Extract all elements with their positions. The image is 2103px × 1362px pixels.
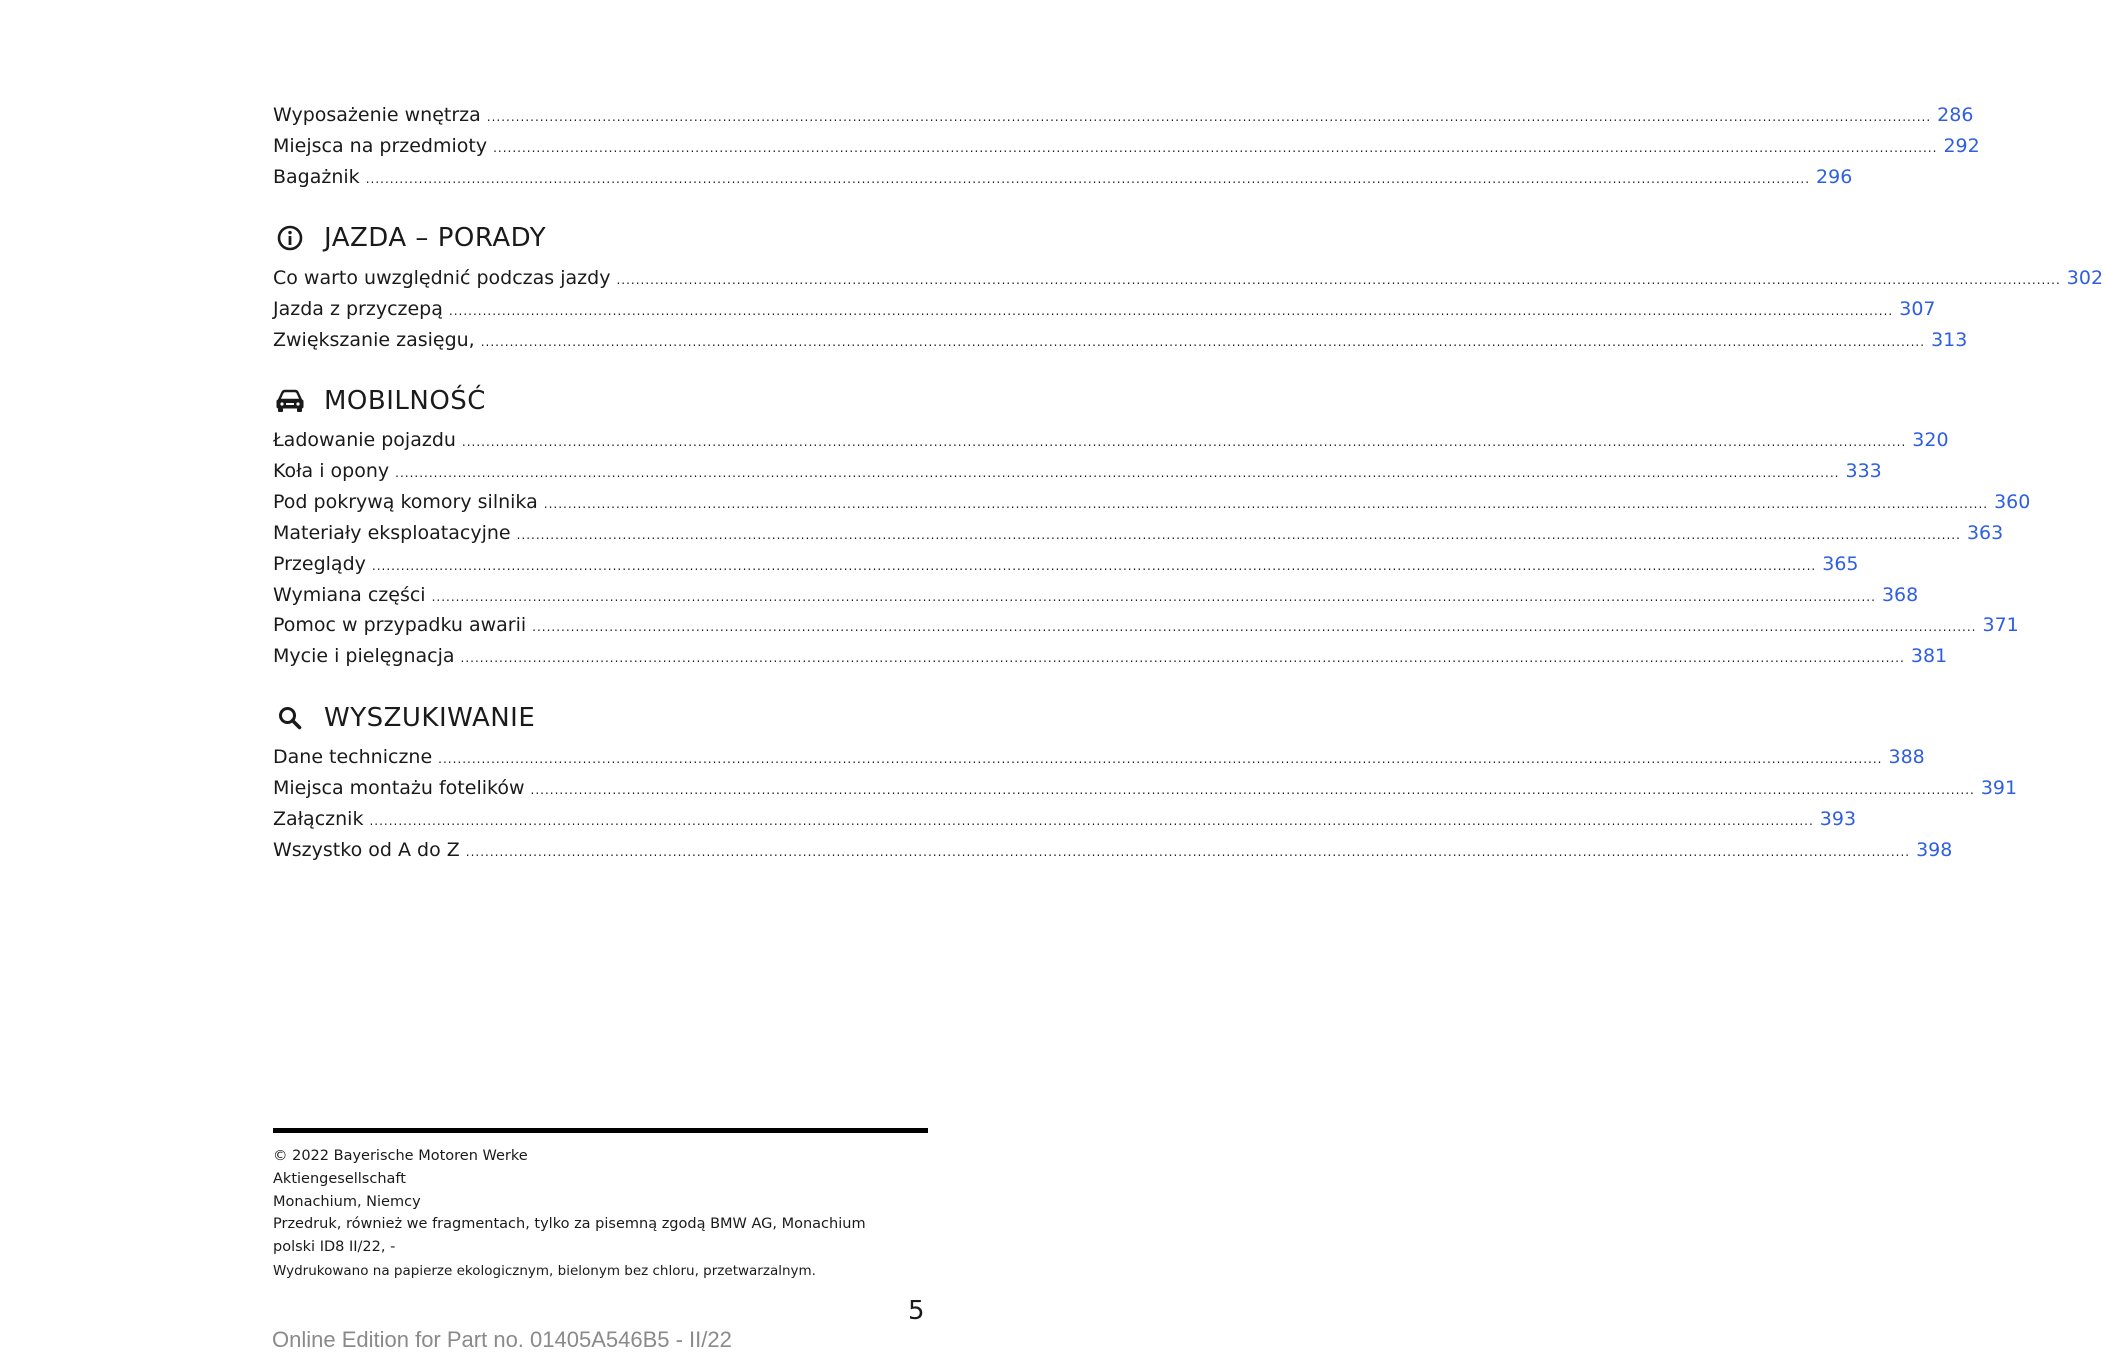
dot-leader: ............................................................................................................................................................................................................................................................................................................ — [543, 497, 1989, 511]
dot-leader: ............................................................................................................................................................................................................................................................................................................ — [461, 435, 1907, 449]
toc-entry-title: Pod pokrywą komory silnika — [273, 491, 538, 513]
toc-entry-title: Pomoc w przypadku awarii — [273, 614, 527, 636]
toc-entry-title: Zwiększanie zasięgu, — [273, 329, 475, 351]
toc-entry-title: Załącznik — [273, 808, 364, 830]
toc-entry-page-link[interactable]: 363 — [1966, 522, 2004, 544]
dot-leader: ............................................................................................................................................................................................................................................................................................................ — [371, 559, 1817, 573]
toc-entry-title: Wszystko od A do Z — [273, 839, 460, 861]
toc-entry-title: Bagażnik — [273, 166, 360, 188]
toc-entry-page-link[interactable]: 365 — [1822, 553, 1859, 575]
toc-entry[interactable] — [273, 133, 1980, 159]
toc-entry[interactable] — [273, 520, 2004, 546]
toc-entry-page-link[interactable]: 371 — [1982, 614, 2019, 636]
toc-entry[interactable] — [273, 806, 1857, 832]
dot-leader: ............................................................................................................................................................................................................................................................................................................ — [448, 304, 1894, 318]
toc-entry-title: Koła i opony — [273, 460, 390, 482]
toc-entry-page-link[interactable]: 393 — [1819, 808, 1857, 830]
dot-leader: ............................................................................................................................................................................................................................................................................................................ — [438, 752, 1883, 766]
dot-leader: ............................................................................................................................................................................................................................................................................................................ — [395, 466, 1840, 480]
toc-entry-page-link[interactable]: 381 — [1910, 645, 1948, 667]
section-header-mobility — [273, 381, 486, 421]
footer-copyright: © 2022 Bayerische Motoren Werke — [273, 1148, 528, 1164]
toc-entry[interactable] — [273, 582, 1919, 608]
toc-entry-page-link[interactable]: 398 — [1916, 839, 1953, 861]
toc-entry-title: Ładowanie pojazdu — [273, 429, 456, 451]
toc-entry-title: Wymiana części — [273, 584, 426, 606]
toc-entry-title: Jazda z przyczepą — [273, 298, 443, 320]
toc-entry[interactable] — [273, 296, 1936, 322]
toc-entry[interactable] — [273, 489, 2031, 515]
footer-company: Aktiengesellschaft — [273, 1171, 406, 1187]
car-icon — [273, 384, 307, 418]
toc-entry-page-link[interactable]: 333 — [1845, 460, 1882, 482]
dot-leader: ............................................................................................................................................................................................................................................................................................................ — [516, 528, 1961, 542]
dot-leader: ............................................................................................................................................................................................................................................................................................................ — [369, 814, 1814, 828]
toc-entry-title: Mycie i pielęgnacja — [273, 645, 455, 667]
toc-entry-title: Dane techniczne — [273, 746, 433, 768]
dot-leader: ............................................................................................................................................................................................................................................................................................................ — [616, 273, 2061, 287]
online-edition-watermark: Online Edition for Part no. 01405A546B5 - II/22 — [272, 1327, 732, 1352]
dot-leader: ............................................................................................................................................................................................................................................................................................................ — [486, 110, 1932, 124]
toc-entry-page-link[interactable]: 307 — [1899, 298, 1936, 320]
toc-entry[interactable] — [273, 612, 2019, 638]
toc-entry[interactable] — [273, 102, 1974, 128]
toc-entry[interactable] — [273, 643, 1948, 669]
section-title: WYSZUKIWANIE — [324, 703, 536, 733]
dot-leader: ............................................................................................................................................................................................................................................................................................................ — [532, 620, 1977, 634]
dot-leader: ............................................................................................................................................................................................................................................................................................................ — [465, 845, 1911, 859]
toc-entry-page-link[interactable]: 292 — [1943, 135, 1980, 157]
info-icon — [273, 221, 307, 255]
section-header-search — [273, 698, 535, 738]
toc-entry-title: Wyposażenie wnętrza — [273, 104, 481, 126]
toc-entry-page-link[interactable]: 368 — [1881, 584, 1919, 606]
section-title: MOBILNOŚĆ — [324, 386, 486, 416]
dot-leader: ............................................................................................................................................................................................................................................................................................................ — [530, 783, 1975, 797]
section-title: JAZDA – PORADY — [324, 223, 547, 253]
dot-leader: ............................................................................................................................................................................................................................................................................................................ — [480, 335, 1926, 349]
toc-entry-title: Co warto uwzględnić podczas jazdy — [273, 267, 611, 289]
toc-entry-title: Miejsca na przedmioty — [273, 135, 488, 157]
toc-entry-page-link[interactable]: 296 — [1816, 166, 1853, 188]
footer-divider — [273, 1128, 928, 1133]
toc-entry[interactable] — [273, 458, 1882, 484]
dot-leader: ............................................................................................................................................................................................................................................................................................................ — [431, 590, 1876, 604]
toc-entry-title: Przeglądy — [273, 553, 366, 575]
toc-entry-page-link[interactable]: 302 — [2066, 267, 2103, 289]
dot-leader: ............................................................................................................................................................................................................................................................................................................ — [493, 141, 1938, 155]
toc-entry-page-link[interactable]: 320 — [1912, 429, 1949, 451]
toc-entry[interactable] — [273, 551, 1859, 577]
footer-edition-code: polski ID8 II/22, - — [273, 1239, 396, 1255]
toc-entry[interactable] — [273, 265, 2103, 291]
dot-leader: ............................................................................................................................................................................................................................................................................................................ — [365, 172, 1811, 186]
search-icon — [273, 701, 307, 735]
toc-entry[interactable] — [273, 427, 1949, 453]
footer-location: Monachium, Niemcy — [273, 1194, 421, 1210]
toc-entry[interactable] — [273, 327, 1968, 353]
toc-entry[interactable] — [273, 837, 1953, 863]
toc-entry[interactable] — [273, 744, 1925, 770]
section-header-driving-tips — [273, 218, 546, 258]
toc-entry-page-link[interactable]: 388 — [1888, 746, 1925, 768]
footer-paper-notice: Wydrukowano na papierze ekologicznym, bielonym bez chloru, przetwarzalnym. — [273, 1263, 816, 1279]
toc-entry-page-link[interactable]: 360 — [1994, 491, 2031, 513]
toc-entry-page-link[interactable]: 391 — [1980, 777, 2018, 799]
dot-leader: ............................................................................................................................................................................................................................................................................................................ — [460, 651, 1905, 665]
toc-entry[interactable] — [273, 775, 2018, 801]
page-number: 5 — [908, 1296, 925, 1326]
footer-reprint-notice: Przedruk, również we fragmentach, tylko za pisemną zgodą BMW AG, Monachium — [273, 1216, 866, 1232]
toc-entry-page-link[interactable]: 313 — [1931, 329, 1968, 351]
toc-entry-title: Miejsca montażu fotelików — [273, 777, 525, 799]
toc-entry-title: Materiały eksploatacyjne — [273, 522, 511, 544]
toc-entry[interactable] — [273, 164, 1853, 190]
toc-entry-page-link[interactable]: 286 — [1937, 104, 1974, 126]
